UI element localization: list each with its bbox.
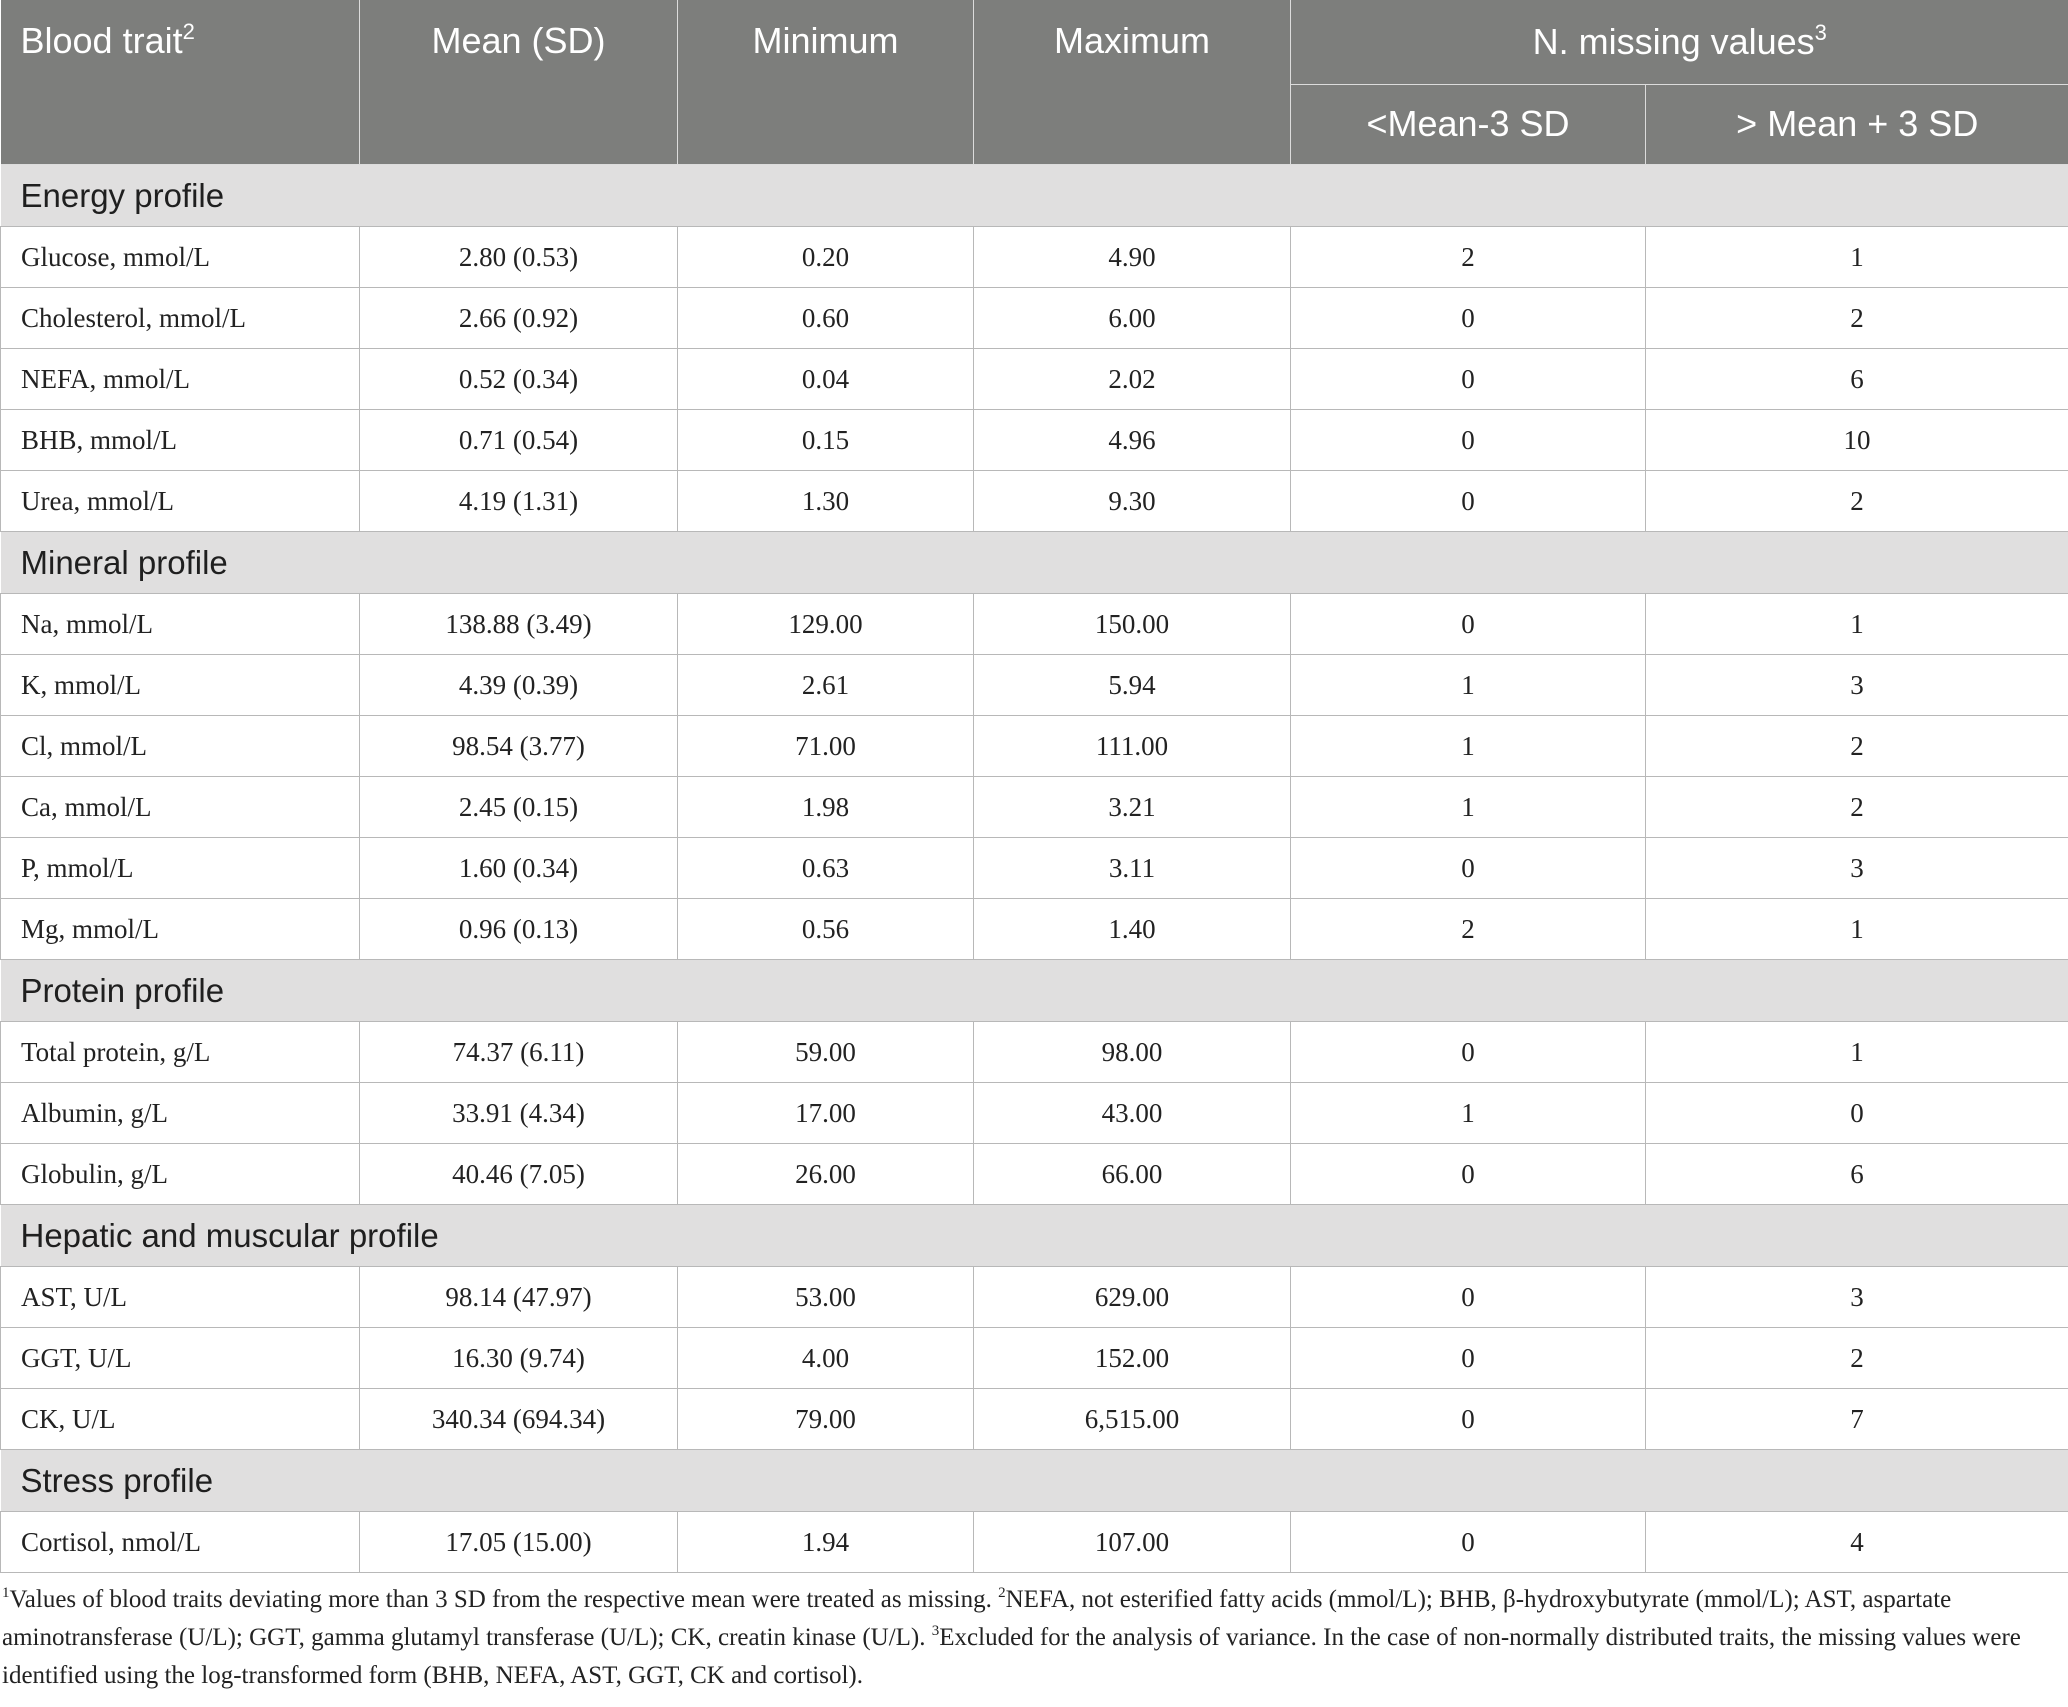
cell-blood-trait: Ca, mmol/L: [1, 777, 360, 838]
table-row: [1, 1389, 2068, 1450]
cell-minimum: 0.20: [678, 227, 974, 288]
cell-blood-trait: BHB, mmol/L: [1, 410, 360, 471]
cell-missing-above: 2: [1646, 716, 2068, 777]
cell-minimum: 71.00: [678, 716, 974, 777]
cell-maximum: 152.00: [974, 1328, 1291, 1389]
cell-missing-below: 0: [1291, 1267, 1646, 1328]
cell-missing-below: 0: [1291, 288, 1646, 349]
cell-minimum: 53.00: [678, 1267, 974, 1328]
footnote-text: Values of blood traits deviating more than 3 SD from the respective mean were treated as missing.: [9, 1586, 999, 1613]
cell-maximum: 6,515.00: [974, 1389, 1291, 1450]
header-mean-sd: Mean (SD): [360, 0, 678, 165]
cell-minimum: 59.00: [678, 1022, 974, 1083]
footnote-mark: 3: [931, 1623, 940, 1639]
cell-maximum: 43.00: [974, 1083, 1291, 1144]
cell-mean-sd: 138.88 (3.49): [360, 594, 678, 655]
cell-missing-above: 1: [1646, 1022, 2068, 1083]
cell-maximum: 98.00: [974, 1022, 1291, 1083]
section-header-row: [1, 960, 2068, 1022]
cell-minimum: 1.98: [678, 777, 974, 838]
cell-blood-trait: Mg, mmol/L: [1, 899, 360, 960]
cell-missing-below: 1: [1291, 716, 1646, 777]
cell-blood-trait: Cortisol, nmol/L: [1, 1512, 360, 1573]
cell-maximum: 9.30: [974, 471, 1291, 532]
cell-blood-trait: Albumin, g/L: [1, 1083, 360, 1144]
cell-minimum: 0.63: [678, 838, 974, 899]
cell-missing-above: 2: [1646, 1328, 2068, 1389]
cell-minimum: 79.00: [678, 1389, 974, 1450]
cell-missing-above: 1: [1646, 594, 2068, 655]
cell-mean-sd: 74.37 (6.11): [360, 1022, 678, 1083]
footnote-mark: 2: [998, 1585, 1006, 1601]
table-row: [1, 1512, 2068, 1573]
header-above-mean: > Mean + 3 SD: [1646, 84, 2068, 164]
cell-minimum: 1.94: [678, 1512, 974, 1573]
cell-missing-above: 0: [1646, 1083, 2068, 1144]
cell-maximum: 66.00: [974, 1144, 1291, 1205]
table-row: [1, 594, 2068, 655]
cell-mean-sd: 2.66 (0.92): [360, 288, 678, 349]
cell-missing-above: 2: [1646, 471, 2068, 532]
cell-mean-sd: 0.52 (0.34): [360, 349, 678, 410]
cell-minimum: 2.61: [678, 655, 974, 716]
header-blood-trait: [1, 0, 360, 165]
cell-missing-above: 4: [1646, 1512, 2068, 1573]
cell-mean-sd: 16.30 (9.74): [360, 1328, 678, 1389]
cell-missing-above: 6: [1646, 349, 2068, 410]
cell-missing-above: 3: [1646, 838, 2068, 899]
cell-maximum: 1.40: [974, 899, 1291, 960]
table-row: [1, 838, 2068, 899]
cell-mean-sd: 2.80 (0.53): [360, 227, 678, 288]
cell-minimum: 0.15: [678, 410, 974, 471]
cell-mean-sd: 98.54 (3.77): [360, 716, 678, 777]
footnote-text: NEFA, not esterified fatty acids (mmol/L); BHB, β-hydroxybutyrate (mmol/L); AST, aspartate aminotransferase (U/L); GGT, gamma glutamyl transferase (U/L); CK, creatin kinase (U/L).: [2, 1586, 1952, 1651]
cell-missing-below: 0: [1291, 349, 1646, 410]
cell-missing-below: 1: [1291, 655, 1646, 716]
table-row: [1, 1267, 2068, 1328]
header-row-top: [1, 0, 2068, 84]
cell-missing-below: 0: [1291, 1328, 1646, 1389]
cell-maximum: 111.00: [974, 716, 1291, 777]
cell-minimum: 129.00: [678, 594, 974, 655]
cell-minimum: 1.30: [678, 471, 974, 532]
cell-blood-trait: Urea, mmol/L: [1, 471, 360, 532]
cell-minimum: 26.00: [678, 1144, 974, 1205]
cell-mean-sd: 17.05 (15.00): [360, 1512, 678, 1573]
cell-maximum: 3.11: [974, 838, 1291, 899]
cell-blood-trait: Total protein, g/L: [1, 1022, 360, 1083]
table-row: [1, 288, 2068, 349]
cell-maximum: 2.02: [974, 349, 1291, 410]
cell-maximum: 107.00: [974, 1512, 1291, 1573]
header-maximum: Maximum: [974, 0, 1291, 165]
cell-missing-below: 2: [1291, 227, 1646, 288]
cell-missing-below: 1: [1291, 1083, 1646, 1144]
cell-maximum: 6.00: [974, 288, 1291, 349]
cell-missing-below: 0: [1291, 1022, 1646, 1083]
section-title: Mineral profile: [1, 532, 2068, 594]
table-row: [1, 1022, 2068, 1083]
footnote-text: Excluded for the analysis of variance. In the case of non-normally distributed traits, the missing values were identified using the log-transformed form (BHB, NEFA, AST, GGT, CK and cortisol).: [2, 1624, 2021, 1689]
cell-mean-sd: 0.71 (0.54): [360, 410, 678, 471]
cell-mean-sd: 4.19 (1.31): [360, 471, 678, 532]
cell-maximum: 150.00: [974, 594, 1291, 655]
cell-blood-trait: Cholesterol, mmol/L: [1, 288, 360, 349]
section-header-row: [1, 1205, 2068, 1267]
table-header: [1, 0, 2068, 165]
cell-missing-below: 2: [1291, 899, 1646, 960]
cell-missing-above: 2: [1646, 288, 2068, 349]
cell-blood-trait: CK, U/L: [1, 1389, 360, 1450]
cell-minimum: 17.00: [678, 1083, 974, 1144]
header-below-mean: <Mean-3 SD: [1291, 84, 1646, 164]
table-row: [1, 1328, 2068, 1389]
cell-mean-sd: 33.91 (4.34): [360, 1083, 678, 1144]
cell-blood-trait: K, mmol/L: [1, 655, 360, 716]
table-row: [1, 655, 2068, 716]
cell-maximum: 4.90: [974, 227, 1291, 288]
table-row: [1, 471, 2068, 532]
cell-missing-above: 1: [1646, 899, 2068, 960]
header-missing-values-label: N. missing values: [1532, 20, 1815, 62]
section-header-row: [1, 165, 2068, 227]
cell-mean-sd: 4.39 (0.39): [360, 655, 678, 716]
cell-mean-sd: 340.34 (694.34): [360, 1389, 678, 1450]
cell-blood-trait: GGT, U/L: [1, 1328, 360, 1389]
cell-missing-above: 10: [1646, 410, 2068, 471]
cell-blood-trait: Cl, mmol/L: [1, 716, 360, 777]
cell-blood-trait: Na, mmol/L: [1, 594, 360, 655]
header-blood-trait-footnote-mark: 2: [182, 19, 195, 44]
cell-blood-trait: Glucose, mmol/L: [1, 227, 360, 288]
cell-mean-sd: 1.60 (0.34): [360, 838, 678, 899]
cell-mean-sd: 98.14 (47.97): [360, 1267, 678, 1328]
section-title: Stress profile: [1, 1450, 2068, 1512]
table-row: [1, 349, 2068, 410]
cell-blood-trait: AST, U/L: [1, 1267, 360, 1328]
cell-maximum: 5.94: [974, 655, 1291, 716]
table-body: [1, 165, 2068, 1573]
cell-blood-trait: P, mmol/L: [1, 838, 360, 899]
cell-maximum: 629.00: [974, 1267, 1291, 1328]
cell-missing-above: 7: [1646, 1389, 2068, 1450]
header-blood-trait-label: Blood trait: [20, 20, 183, 61]
cell-minimum: 4.00: [678, 1328, 974, 1389]
cell-missing-below: 0: [1291, 1512, 1646, 1573]
section-header-row: [1, 1450, 2068, 1512]
cell-missing-below: 0: [1291, 471, 1646, 532]
header-missing-values-footnote-mark: 3: [1814, 19, 1827, 45]
cell-missing-below: 0: [1291, 594, 1646, 655]
cell-missing-below: 1: [1291, 777, 1646, 838]
cell-missing-below: 0: [1291, 410, 1646, 471]
cell-minimum: 0.56: [678, 899, 974, 960]
cell-missing-above: 3: [1646, 1267, 2068, 1328]
cell-missing-below: 0: [1291, 1389, 1646, 1450]
cell-minimum: 0.60: [678, 288, 974, 349]
table-row: [1, 1083, 2068, 1144]
table-row: [1, 716, 2068, 777]
cell-maximum: 3.21: [974, 777, 1291, 838]
table-row: [1, 777, 2068, 838]
header-missing-values: [1291, 0, 2068, 84]
cell-missing-below: 0: [1291, 838, 1646, 899]
table-footnotes: [0, 1573, 2062, 1695]
section-title: Energy profile: [1, 165, 2068, 227]
cell-mean-sd: 2.45 (0.15): [360, 777, 678, 838]
cell-missing-above: 3: [1646, 655, 2068, 716]
cell-missing-above: 1: [1646, 227, 2068, 288]
cell-missing-above: 2: [1646, 777, 2068, 838]
section-title: Protein profile: [1, 960, 2068, 1022]
table-row: [1, 410, 2068, 471]
table-row: [1, 899, 2068, 960]
cell-mean-sd: 0.96 (0.13): [360, 899, 678, 960]
cell-minimum: 0.04: [678, 349, 974, 410]
cell-blood-trait: NEFA, mmol/L: [1, 349, 360, 410]
cell-missing-above: 6: [1646, 1144, 2068, 1205]
table-row: [1, 1144, 2068, 1205]
table-row: [1, 227, 2068, 288]
footnote-mark: 1: [2, 1585, 10, 1601]
cell-blood-trait: Globulin, g/L: [1, 1144, 360, 1205]
section-header-row: [1, 532, 2068, 594]
cell-missing-below: 0: [1291, 1144, 1646, 1205]
header-minimum: Minimum: [678, 0, 974, 165]
cell-maximum: 4.96: [974, 410, 1291, 471]
cell-mean-sd: 40.46 (7.05): [360, 1144, 678, 1205]
section-title: Hepatic and muscular profile: [1, 1205, 2068, 1267]
